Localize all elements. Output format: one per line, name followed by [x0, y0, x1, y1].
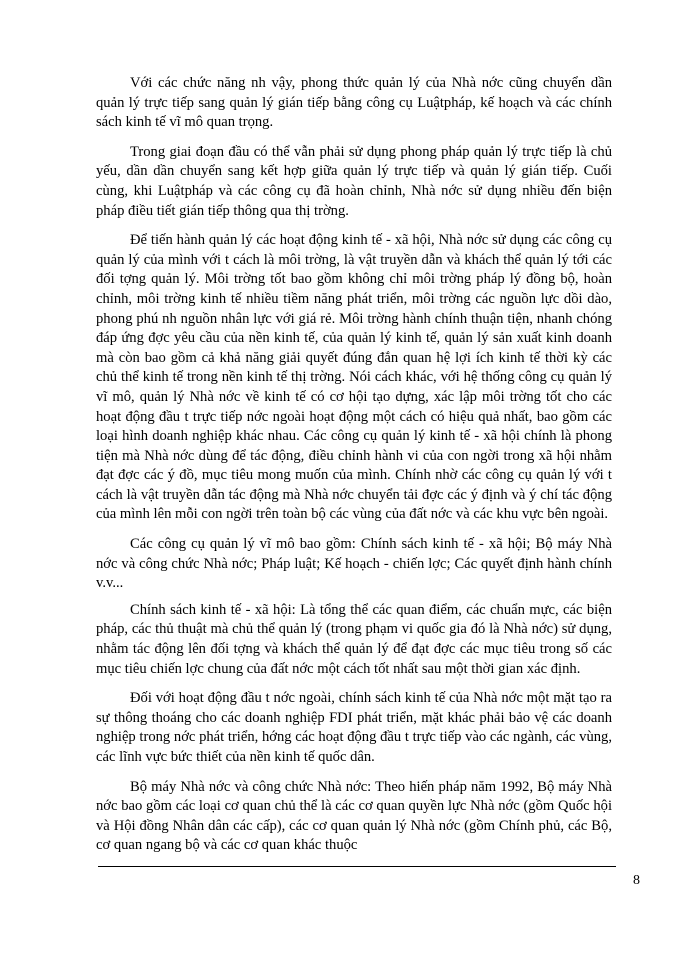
paragraph-socioeconomic-policy: Chính sách kinh tế - xã hội: Là tổng thể các quan điểm, các chuẩn mực, các biện pháp, các thủ thuật mà chủ thể quản lý (trong phạm vi quốc gia đó là Nhà nớc) sử dụng, nhằm tác động lên đối tợng và khách thể quản lý để đạt đợc các mục tiêu trong số các mục tiêu chiến lợc chung của đất nớc một cách tốt nhất sau một thời gian xác định. [96, 601, 612, 677]
page-number: 8 [633, 873, 640, 888]
body-text [96, 74, 612, 866]
paragraph-state-apparatus: Bộ máy Nhà nớc và công chức Nhà nớc: Theo hiến pháp năm 1992, Bộ máy Nhà nớc bao gồm các loại cơ quan chủ thể là các cơ quan quyền lực Nhà nớc (gồm Quốc hội và Hội đồng Nhân dân các cấp), các cơ quan quản lý Nhà nớc (gồm Chính phủ, các Bộ, cơ quan ngang bộ và các cơ quan khác thuộc [96, 778, 612, 854]
paragraph-macro-tools: Các công cụ quản lý vĩ mô bao gồm: Chính sách kinh tế - xã hội; Bộ máy Nhà nớc và công chức Nhà nớc; Pháp luật; Kế hoạch - chiến lợc; Các quyết định hành chính v.v... [96, 536, 612, 592]
paragraph-management-methods: Với các chức năng nh vậy, phong thức quản lý của Nhà nớc cũng chuyển dần quản lý trực tiếp sang quản lý gián tiếp bằng công cụ Luậtpháp, kế hoạch và các chính sách kinh tế vĩ mô quan trọng. [96, 75, 612, 131]
footer-divider [98, 866, 616, 867]
paragraph-management-tools: Để tiến hành quản lý các hoạt động kinh tế - xã hội, Nhà nớc sử dụng các công cụ quản lý của mình với t cách là môi trờng, là vật truyền dẫn và khách thể quản lý tới các đối tợng quản lý. Môi trờng tốt bao gồm không chỉ môi trờng pháp lý đồng bộ, hoàn chỉnh, môi trờng kinh tế nhiều tiềm năng phát triển, môi trờng các nguồn lực dồi dào, phong phú nh nguồn nhân lực với giá rẻ. Môi trờng hành chính thuận tiện, nhanh chóng đáp ứng đợc yêu cầu của nền kinh tế, của quản lý kinh tế, quản lý sản xuất kinh doanh mà còn bao gồm cả khả năng giải quyết đúng đắn quan hệ lợi ích kinh tế thời kỳ các chủ thể kinh tế trong nền kinh tế thị trờng. Nói cách khác, với hệ thống công cụ quản lý vĩ mô, quản lý Nhà nớc về kinh tế có cơ hội tạo dựng, xác lập môi trờng tốt cho các hoạt động đầu t trực tiếp nớc ngoài hoạt động một cách có hiệu quả nhất, bao gồm các loại hình doanh nghiệp khác nhau. Các công cụ quản lý kinh tế - xã hội chính là phong tiện mà Nhà nớc dùng để tác động, điều chỉnh hành vi của con ngời trong xã hội nhằm đạt đợc các ý đồ, mục tiêu mong muốn của mình. Chính nhờ các công cụ quản lý với t cách là vật truyền dẫn tác động mà Nhà nớc chuyển tải đợc các ý định và ý chí tác động của mình lên mỗi con ngời trên toàn bộ các vùng của đất nớc và các khu vực bên ngoài. [96, 232, 612, 523]
paragraph-foreign-investment: Đối với hoạt động đầu t nớc ngoài, chính sách kinh tế của Nhà nớc một mặt tạo ra sự thông thoáng cho các doanh nghiệp FDI phát triển, mặt khác phải bảo vệ các doanh nghiệp trong nớc phát triển, hớng các hoạt động đầu t trực tiếp vào các ngành, các vùng, các lĩnh vực bức thiết của nền kinh tế quốc dân. [96, 690, 612, 765]
paragraph-initial-phase: Trong giai đoạn đầu có thể vẫn phải sử dụng phong pháp quản lý trực tiếp là chủ yếu, dần dần chuyển sang kết hợp giữa quản lý trực tiếp và quản lý gián tiếp. Cuối cùng, khi Luậtpháp và các công cụ đã hoàn chỉnh, Nhà nớc sử dụng nhiều đến biện pháp điều tiết gián tiếp thông qua thị trờng. [96, 143, 612, 219]
